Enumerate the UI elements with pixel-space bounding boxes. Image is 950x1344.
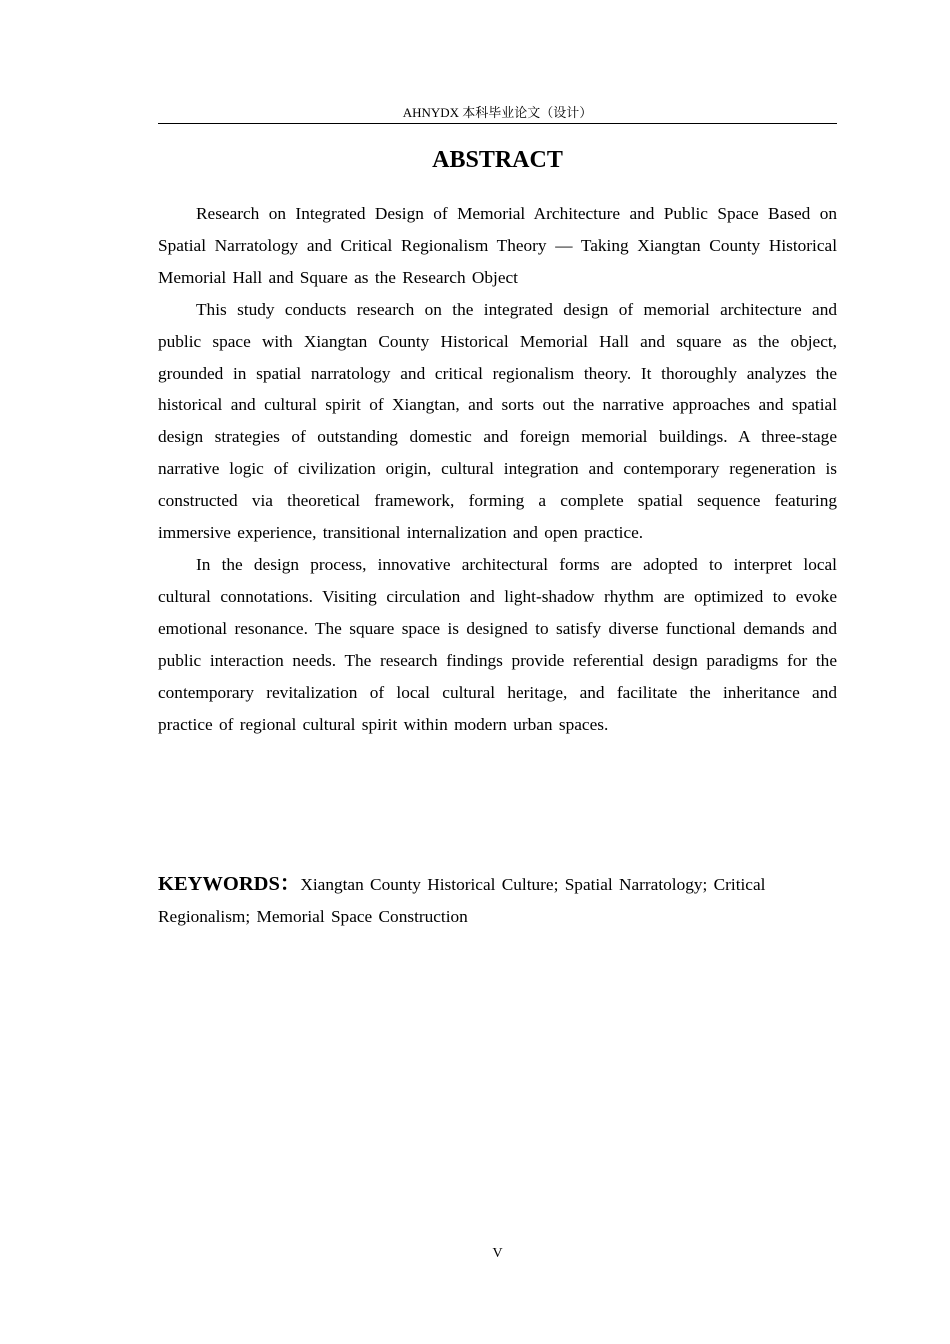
header-rule xyxy=(158,123,837,124)
abstract-heading: ABSTRACT xyxy=(432,147,563,173)
keywords-text: Xiangtan County Historical Culture; Spatial Narratology; Critical Regionalism; Memorial Space Construction xyxy=(158,875,766,926)
abstract-paragraph-title: Research on Integrated Design of Memorial Architecture and Public Space Based on Spatial Narratology and Critical Regionalism Theory — Taking Xiangtan County Historical Memorial Hall and Square as the Research Object xyxy=(158,204,837,287)
running-header: AHNYDX 本科毕业论文（设计） xyxy=(402,105,593,120)
abstract-paragraph-1: This study conducts research on the integrated design of memorial architecture and public space with Xiangtan County Historical Memorial Hall and square as the object, grounded in spatial narratology and critical regionalism theory. It thoroughly analyzes the historical and cultural spirit of Xiangtan, and sorts out the narrative approaches and spatial design strategies of outstanding domestic and foreign memorial buildings. A three-stage narrative logic of civilization origin, cultural integration and contemporary regeneration is constructed via theoretical framework, forming a complete spatial sequence featuring immersive experience, transitional internalization and open practice. xyxy=(158,299,837,543)
abstract-body xyxy=(158,198,837,740)
keywords-label: KEYWORDS： xyxy=(158,873,301,895)
page-number: V xyxy=(492,1246,503,1261)
keywords-block xyxy=(158,868,798,933)
abstract-paragraph-2: In the design process, innovative architectural forms are adopted to interpret local cultural connotations. Visiting circulation and light-shadow rhythm are optimized to evoke emotional resonance. The square space is designed to satisfy diverse functional demands and public interaction needs. The research findings provide referential design paradigms for the contemporary revitalization of local cultural heritage, and facilitate the inheritance and practice of regional cultural spirit within modern urban spaces. xyxy=(158,554,837,734)
